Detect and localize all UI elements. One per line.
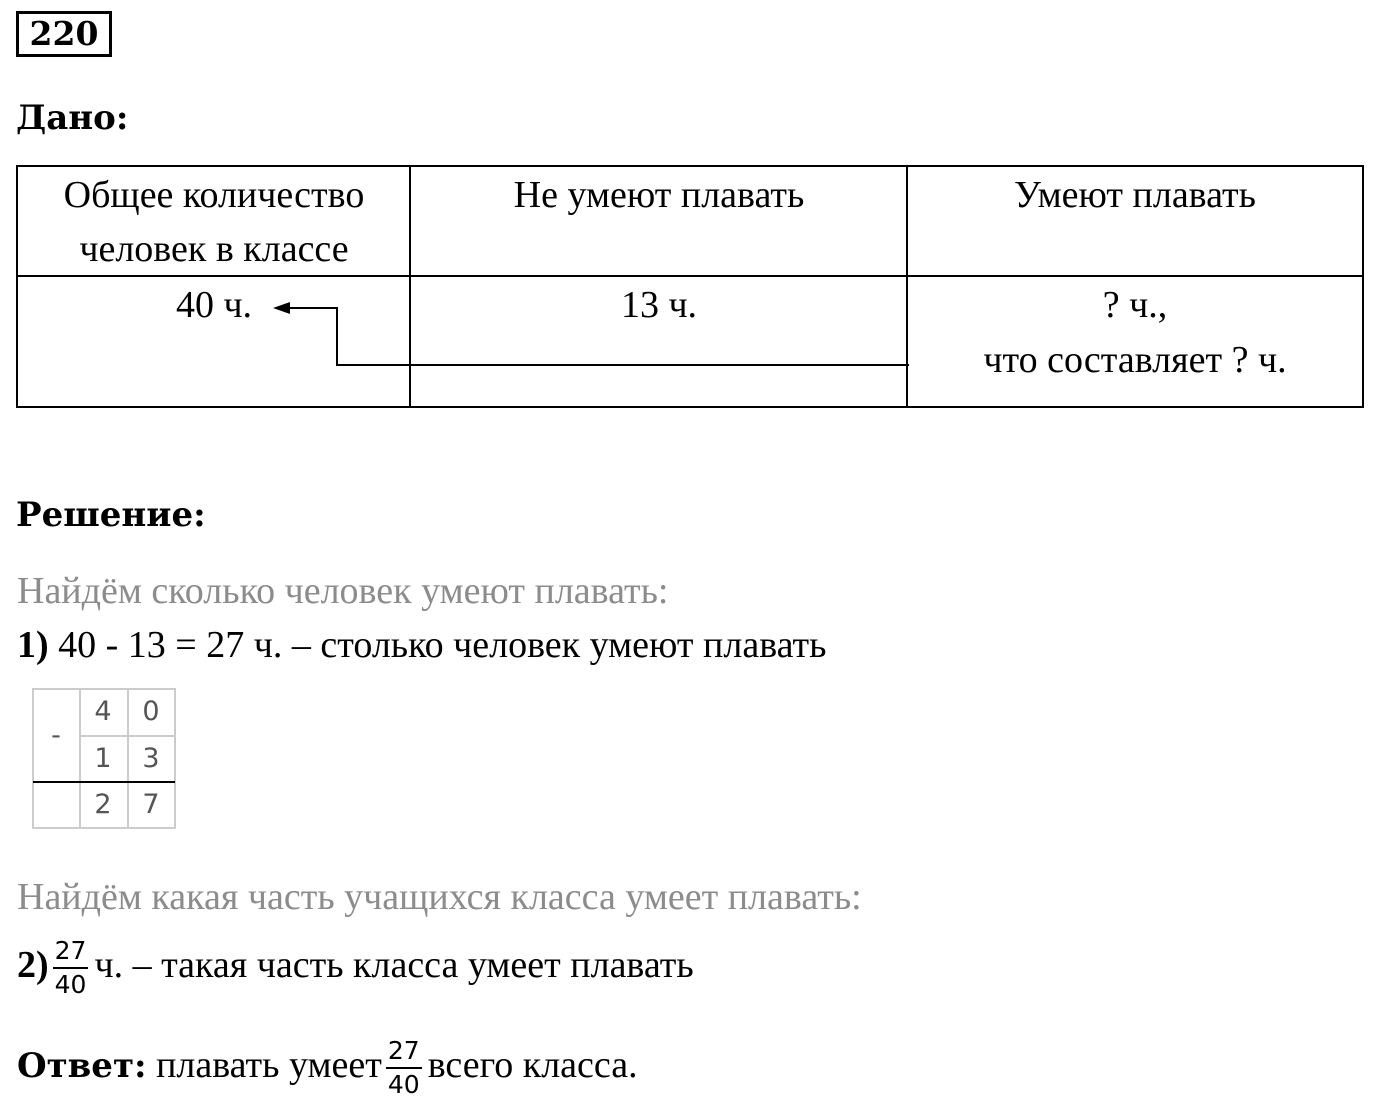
step2-fraction xyxy=(53,937,89,999)
step2-number: 2) xyxy=(17,944,49,986)
value-total: 40 ч. xyxy=(175,284,253,326)
value-cannot-swim: 13 ч. xyxy=(620,284,698,326)
answer-line xyxy=(17,1020,638,1110)
answer-text-after: всего класса. xyxy=(427,1044,638,1086)
subtrahend-digit: 3 xyxy=(142,743,160,774)
fraction-numerator: 27 xyxy=(53,937,89,969)
result-digit: 7 xyxy=(142,789,160,820)
header-can-swim: Умеют плавать xyxy=(1014,174,1256,216)
subtrahend-digit: 1 xyxy=(94,743,112,774)
fraction-denominator: 40 xyxy=(54,970,87,1000)
answer-text-before: плавать умеет xyxy=(156,1044,382,1086)
step2-text: ч. – такая часть класса умеет плавать xyxy=(94,944,694,986)
given-heading: Дано: xyxy=(16,98,129,138)
solution-heading: Решение: xyxy=(16,495,206,535)
fraction-denominator: 40 xyxy=(387,1070,420,1100)
column-subtraction xyxy=(0,0,200,840)
value-can-swim: ? ч., xyxy=(1102,284,1168,326)
step1-hint: Найдём сколько человек умеют плавать: xyxy=(17,570,669,612)
answer-fraction xyxy=(386,1037,422,1099)
minuend-digit: 0 xyxy=(142,696,160,727)
fraction-numerator: 27 xyxy=(386,1037,422,1069)
result-digit: 2 xyxy=(94,789,112,820)
header-cannot-swim: Не умеют плавать xyxy=(513,174,805,216)
problem-number: 220 xyxy=(16,11,112,57)
value-can-swim-part: что составляет ? ч. xyxy=(909,333,1361,387)
minuend-digit: 4 xyxy=(94,696,112,727)
minus-sign: - xyxy=(51,720,61,751)
answer-label: Ответ: xyxy=(17,1046,147,1086)
step2-hint: Найдём какая часть учащихся класса умеет плавать: xyxy=(17,876,862,918)
header-total: Общее количество человек в классе xyxy=(63,174,365,270)
step2-line xyxy=(17,920,694,1010)
step1-text: 40 - 13 = 27 ч. – столько человек умеют плавать xyxy=(58,624,827,666)
step1-number: 1) xyxy=(17,624,49,666)
